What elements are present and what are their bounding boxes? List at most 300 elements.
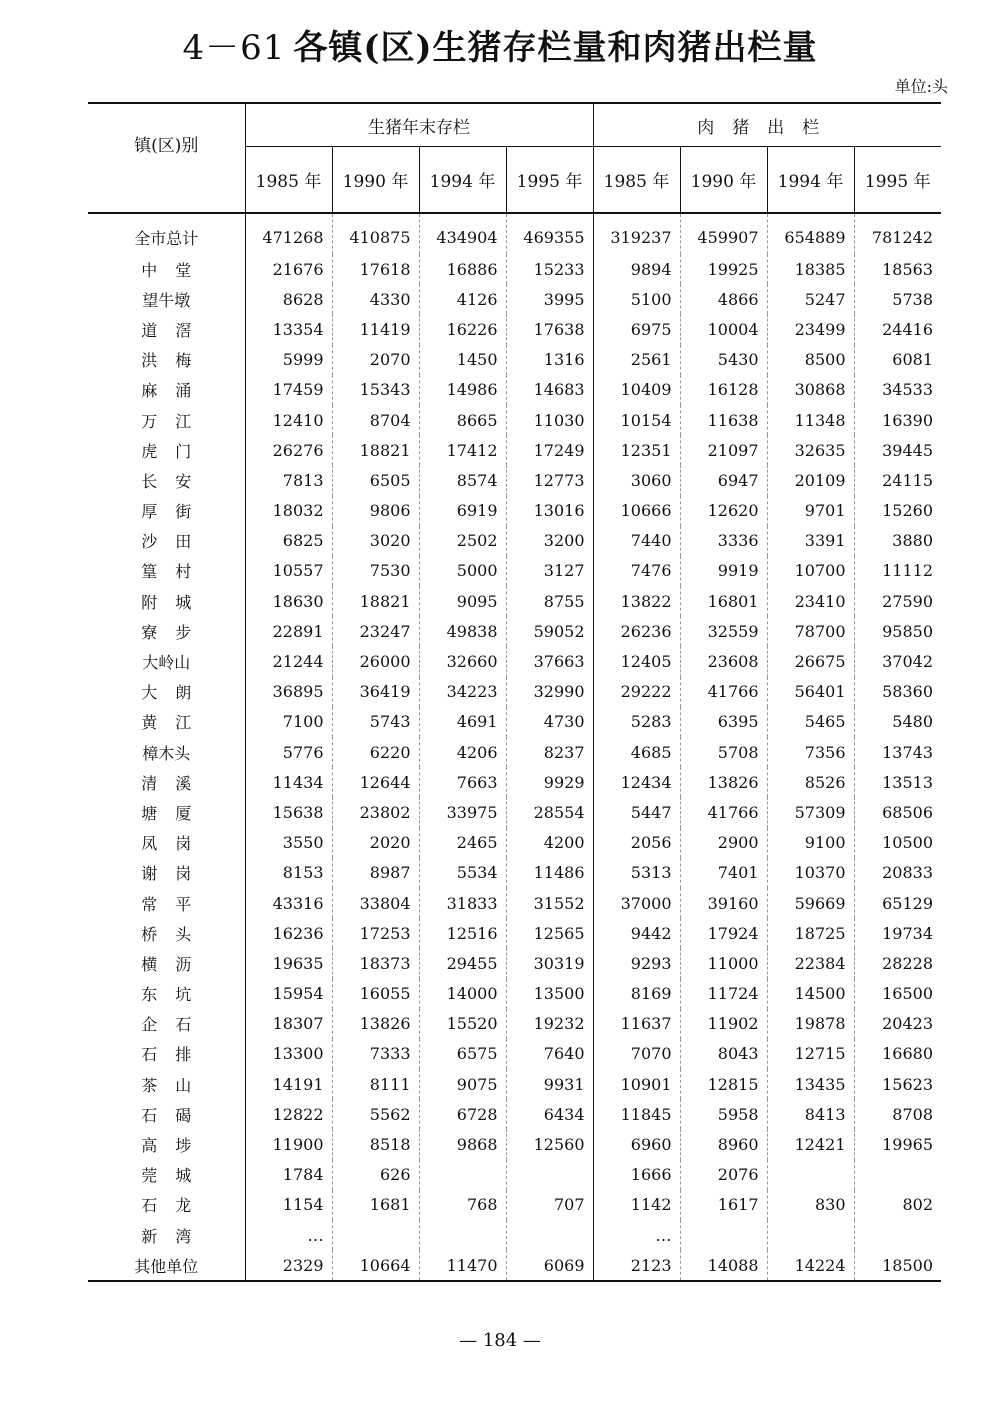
table-row: [88, 314, 941, 344]
value-cell: 9100: [767, 828, 854, 858]
unit-label: 单位:头: [894, 77, 948, 96]
table-row: [88, 858, 941, 888]
value-cell: 3995: [506, 284, 593, 314]
group-header-slaughter: [593, 103, 941, 147]
value-cell: 9075: [419, 1069, 506, 1099]
value-cell: 11900: [245, 1129, 332, 1159]
value-cell: [767, 1160, 854, 1190]
year-header: 1995 年: [506, 147, 593, 214]
value-cell: [680, 1220, 767, 1250]
value-cell: 5430: [680, 345, 767, 375]
year-header: 1995 年: [864, 172, 931, 192]
value-cell: 18821: [332, 586, 419, 616]
value-cell: 8755: [506, 586, 593, 616]
value-cell: 17924: [680, 918, 767, 948]
town-name-text: 新湾: [141, 1226, 210, 1246]
value-cell: 7663: [419, 767, 506, 797]
town-name-text: 石碣: [141, 1105, 210, 1125]
value-cell: 6081: [892, 350, 933, 370]
value-cell: 59669: [767, 888, 854, 918]
table-row: [88, 1250, 941, 1281]
value-cell: 34533: [882, 380, 933, 400]
value-cell: 459907: [680, 213, 767, 254]
value-cell: 12410: [245, 405, 332, 435]
value-cell: …: [245, 1220, 332, 1250]
town-name: [88, 435, 245, 465]
value-cell: 5283: [593, 707, 680, 737]
value-cell: 16226: [419, 314, 506, 344]
value-cell: 1154: [245, 1190, 332, 1220]
value-cell: 95850: [882, 621, 933, 641]
value-cell: 6960: [593, 1129, 680, 1159]
value-cell: 10901: [593, 1069, 680, 1099]
value-cell: 32990: [506, 677, 593, 707]
town-name: [88, 858, 245, 888]
value-cell: 21244: [245, 646, 332, 676]
value-cell: 12421: [767, 1129, 854, 1159]
value-cell: 7476: [593, 556, 680, 586]
town-name-text: 大朗: [141, 683, 210, 703]
town-name-text: 莞城: [141, 1166, 210, 1186]
value-cell: 14986: [419, 375, 506, 405]
value-cell: 5447: [593, 797, 680, 827]
town-name: [88, 828, 245, 858]
value-cell: 1617: [680, 1190, 767, 1220]
town-name-text: 凤岗: [141, 834, 210, 854]
table-row: [88, 345, 941, 375]
value-cell: 654889: [767, 213, 854, 254]
table-row: [88, 1190, 941, 1220]
value-cell: 6919: [419, 496, 506, 526]
value-cell: 3391: [767, 526, 854, 556]
value-cell: 6825: [245, 526, 332, 556]
town-name: [88, 1190, 245, 1220]
town-name-text: 厚街: [141, 502, 210, 522]
value-cell: [332, 1220, 419, 1250]
value-cell: [767, 1220, 854, 1250]
town-name-text: 大岭山: [142, 653, 191, 673]
value-cell: 13513: [882, 772, 933, 792]
value-cell: 43316: [245, 888, 332, 918]
value-cell: 8628: [245, 284, 332, 314]
table-row: [88, 496, 941, 526]
value-cell: 12822: [245, 1099, 332, 1129]
town-name: [88, 1069, 245, 1099]
town-name-text: 其他单位: [134, 1256, 199, 1276]
town-name: [88, 345, 245, 375]
value-cell: 23802: [332, 797, 419, 827]
value-cell: 707: [506, 1190, 593, 1220]
value-cell: 13500: [506, 979, 593, 1009]
value-cell: 16886: [419, 254, 506, 284]
value-cell: 8413: [767, 1099, 854, 1129]
value-cell: 6505: [332, 465, 419, 495]
value-cell: 19734: [882, 923, 933, 943]
value-cell: 34223: [419, 677, 506, 707]
value-cell: 11845: [593, 1099, 680, 1129]
town-name: [88, 465, 245, 495]
town-name-text: 道滘: [141, 320, 210, 340]
table-row: [88, 465, 941, 495]
value-cell: 11724: [680, 979, 767, 1009]
value-cell: 18630: [245, 586, 332, 616]
town-name-text: 寮步: [141, 622, 210, 642]
value-cell: 802: [902, 1195, 933, 1215]
value-cell: 12351: [593, 435, 680, 465]
value-cell: 49838: [419, 616, 506, 646]
value-cell: 7100: [245, 707, 332, 737]
table-row: [88, 375, 941, 405]
value-cell: 68506: [882, 802, 933, 822]
value-cell: 26000: [332, 646, 419, 676]
value-cell: 4206: [419, 737, 506, 767]
value-cell: 9919: [680, 556, 767, 586]
value-cell: 6395: [680, 707, 767, 737]
town-name: [88, 556, 245, 586]
value-cell: 4126: [419, 284, 506, 314]
value-cell: 3550: [245, 828, 332, 858]
value-cell: 32660: [419, 646, 506, 676]
value-cell: 78700: [767, 616, 854, 646]
value-cell: [854, 1220, 941, 1250]
total-row: [88, 213, 941, 254]
value-cell: 36419: [332, 677, 419, 707]
value-cell: 626: [332, 1160, 419, 1190]
value-cell: 17412: [419, 435, 506, 465]
year-header: 1990 年: [332, 147, 419, 214]
value-cell: 57309: [767, 797, 854, 827]
value-cell: 6975: [593, 314, 680, 344]
value-cell: 8704: [332, 405, 419, 435]
value-cell: 30319: [506, 948, 593, 978]
value-cell: 8111: [332, 1069, 419, 1099]
value-cell: 6728: [419, 1099, 506, 1129]
table-row: [88, 1129, 941, 1159]
town-name-text: 洪梅: [141, 351, 210, 371]
value-cell: 17618: [332, 254, 419, 284]
table-row: [88, 797, 941, 827]
value-cell: 5999: [245, 345, 332, 375]
value-cell: 17459: [245, 375, 332, 405]
value-cell: 9701: [767, 496, 854, 526]
value-cell: 16055: [332, 979, 419, 1009]
value-cell: 4866: [680, 284, 767, 314]
value-cell: 8665: [419, 405, 506, 435]
value-cell: 11112: [882, 561, 933, 581]
town-name-text: 沙田: [141, 532, 210, 552]
value-cell: 28228: [882, 953, 933, 973]
value-cell: 8526: [767, 767, 854, 797]
town-name: [88, 1129, 245, 1159]
value-cell: 5776: [245, 737, 332, 767]
table-row: [88, 888, 941, 918]
value-cell: 18032: [245, 496, 332, 526]
town-name: [88, 284, 245, 314]
value-cell: 8987: [332, 858, 419, 888]
town-name-text: 企石: [141, 1015, 210, 1035]
value-cell: 14224: [767, 1250, 854, 1281]
value-cell: 2561: [593, 345, 680, 375]
value-cell: 8708: [892, 1104, 933, 1124]
value-cell: 9095: [419, 586, 506, 616]
table-row: [88, 1099, 941, 1129]
value-cell: 24416: [882, 319, 933, 339]
table-row: [88, 707, 941, 737]
value-cell: 12565: [506, 918, 593, 948]
town-name-text: 谢岗: [141, 864, 210, 884]
value-cell: 15233: [506, 254, 593, 284]
table-row: [88, 1220, 941, 1250]
value-cell: 4685: [593, 737, 680, 767]
town-name: [88, 1099, 245, 1129]
table-row: [88, 254, 941, 284]
value-cell: 5313: [593, 858, 680, 888]
value-cell: 469355: [506, 213, 593, 254]
table-row: [88, 284, 941, 314]
value-cell: 5958: [680, 1099, 767, 1129]
value-cell: 11470: [419, 1250, 506, 1281]
value-cell: 13826: [680, 767, 767, 797]
value-cell: 18307: [245, 1009, 332, 1039]
town-name-text: 桥头: [141, 924, 210, 944]
value-cell: 12516: [419, 918, 506, 948]
value-cell: 5738: [892, 289, 933, 309]
value-cell: 1316: [506, 345, 593, 375]
value-cell: 830: [767, 1190, 854, 1220]
value-cell: 13826: [332, 1009, 419, 1039]
value-cell: 39445: [882, 440, 933, 460]
town-name: [88, 707, 245, 737]
value-cell: 15623: [882, 1074, 933, 1094]
table-row: [88, 828, 941, 858]
town-name-text: 茶山: [141, 1075, 210, 1095]
value-cell: 8574: [419, 465, 506, 495]
value-cell: 781242: [871, 227, 933, 247]
value-cell: 13300: [245, 1039, 332, 1069]
town-name: [88, 677, 245, 707]
value-cell: 16500: [882, 984, 933, 1004]
value-cell: 3127: [506, 556, 593, 586]
value-cell: 319237: [593, 213, 680, 254]
value-cell: 13354: [245, 314, 332, 344]
value-cell: 33975: [419, 797, 506, 827]
value-cell: 11902: [680, 1009, 767, 1039]
table-row: [88, 586, 941, 616]
value-cell: 30868: [767, 375, 854, 405]
value-cell: [419, 1160, 506, 1190]
value-cell: 23499: [767, 314, 854, 344]
value-cell: 1142: [593, 1190, 680, 1220]
value-cell: 13016: [506, 496, 593, 526]
value-cell: 3336: [680, 526, 767, 556]
value-cell: 16801: [680, 586, 767, 616]
value-cell: 7401: [680, 858, 767, 888]
value-cell: 6575: [419, 1039, 506, 1069]
town-name-text: 篁村: [141, 562, 210, 582]
value-cell: 3880: [892, 531, 933, 551]
value-cell: 23410: [767, 586, 854, 616]
value-cell: 32559: [680, 616, 767, 646]
town-name-text: 长安: [141, 471, 210, 491]
value-cell: 15260: [882, 501, 933, 521]
value-cell: 2502: [419, 526, 506, 556]
value-cell: 19925: [680, 254, 767, 284]
value-cell: 37000: [593, 888, 680, 918]
value-cell: 471268: [245, 213, 332, 254]
table-number: 4－61: [182, 28, 286, 68]
group-header-slaughter-text: 肉猪出栏: [697, 117, 838, 138]
value-cell: 18563: [882, 259, 933, 279]
table-row: [88, 767, 941, 797]
value-cell: 5465: [767, 707, 854, 737]
town-name: [88, 1009, 245, 1039]
value-cell: 28554: [506, 797, 593, 827]
value-cell: 9931: [506, 1069, 593, 1099]
town-name-text: 石龙: [141, 1196, 210, 1216]
town-name-text: 石排: [141, 1045, 210, 1065]
value-cell: 1666: [593, 1160, 680, 1190]
value-cell: 2329: [245, 1250, 332, 1281]
town-name-text: 中堂: [141, 260, 210, 280]
town-name-text: 万江: [141, 411, 210, 431]
town-name: [88, 1250, 245, 1281]
value-cell: 12815: [680, 1069, 767, 1099]
value-cell: 434904: [419, 213, 506, 254]
town-name: [88, 767, 245, 797]
value-cell: 1681: [332, 1190, 419, 1220]
town-name: [88, 918, 245, 948]
value-cell: 37663: [506, 646, 593, 676]
town-name-text: 横沥: [141, 954, 210, 974]
table-header: [88, 103, 941, 213]
value-cell: 65129: [882, 893, 933, 913]
value-cell: 21097: [680, 435, 767, 465]
town-name: [88, 314, 245, 344]
value-cell: 5562: [332, 1099, 419, 1129]
value-cell: 7356: [767, 737, 854, 767]
value-cell: 9806: [332, 496, 419, 526]
value-cell: 27590: [882, 591, 933, 611]
town-name-text: 东坑: [141, 985, 210, 1005]
table-row: [88, 435, 941, 465]
value-cell: 3060: [593, 465, 680, 495]
value-cell: 5480: [892, 712, 933, 732]
value-cell: 39160: [680, 888, 767, 918]
value-cell: 17253: [332, 918, 419, 948]
table-row: [88, 405, 941, 435]
value-cell: 13435: [767, 1069, 854, 1099]
value-cell: 9929: [506, 767, 593, 797]
value-cell: 14191: [245, 1069, 332, 1099]
value-cell: 16236: [245, 918, 332, 948]
value-cell: [506, 1160, 593, 1190]
value-cell: 5708: [680, 737, 767, 767]
value-cell: 19965: [882, 1135, 933, 1155]
page-number: — 184 —: [459, 1330, 541, 1351]
value-cell: 22384: [767, 948, 854, 978]
value-cell: 2070: [332, 345, 419, 375]
value-cell: 15638: [245, 797, 332, 827]
value-cell: 9894: [593, 254, 680, 284]
town-name: [88, 1220, 245, 1250]
value-cell: 14000: [419, 979, 506, 1009]
value-cell: 26236: [593, 616, 680, 646]
value-cell: 4691: [419, 707, 506, 737]
value-cell: 2056: [593, 828, 680, 858]
value-cell: 15520: [419, 1009, 506, 1039]
town-name-text: 全市总计: [134, 228, 199, 248]
value-cell: 29455: [419, 948, 506, 978]
table-row: [88, 948, 941, 978]
value-cell: 11638: [680, 405, 767, 435]
town-name: [88, 737, 245, 767]
town-name-text: 塘厦: [141, 803, 210, 823]
table-row: [88, 526, 941, 556]
value-cell: 10700: [767, 556, 854, 586]
value-cell: 59052: [506, 616, 593, 646]
town-name: [88, 496, 245, 526]
value-cell: 18385: [767, 254, 854, 284]
value-cell: 18373: [332, 948, 419, 978]
value-cell: 12560: [506, 1129, 593, 1159]
town-name: [88, 888, 245, 918]
value-cell: 2076: [680, 1160, 767, 1190]
value-cell: 5100: [593, 284, 680, 314]
year-header: 1994 年: [419, 147, 506, 214]
value-cell: 2900: [680, 828, 767, 858]
value-cell: 15954: [245, 979, 332, 1009]
value-cell: 58360: [882, 682, 933, 702]
town-name: [88, 1160, 245, 1190]
value-cell: 11419: [332, 314, 419, 344]
value-cell: 7333: [332, 1039, 419, 1069]
town-name-text: 黄江: [141, 713, 210, 733]
value-cell: 17249: [506, 435, 593, 465]
value-cell: 26276: [245, 435, 332, 465]
town-name-text: 清溪: [141, 773, 210, 793]
value-cell: 10370: [767, 858, 854, 888]
town-name: [88, 948, 245, 978]
value-cell: 41766: [680, 797, 767, 827]
value-cell: 33804: [332, 888, 419, 918]
value-cell: 6434: [506, 1099, 593, 1129]
value-cell: 23247: [332, 616, 419, 646]
table-row: [88, 646, 941, 676]
value-cell: 19635: [245, 948, 332, 978]
value-cell: 12773: [506, 465, 593, 495]
value-cell: 11348: [767, 405, 854, 435]
value-cell: 17638: [506, 314, 593, 344]
value-cell: 20423: [882, 1014, 933, 1034]
value-cell: 1450: [419, 345, 506, 375]
value-cell: 4730: [506, 707, 593, 737]
value-cell: 7440: [593, 526, 680, 556]
value-cell: 1784: [245, 1160, 332, 1190]
data-table: [88, 102, 941, 1282]
value-cell: 2020: [332, 828, 419, 858]
value-cell: 10500: [882, 833, 933, 853]
table-title-text: 各镇(区)生猪存栏量和肉猪出栏量: [293, 28, 818, 68]
town-name: [88, 646, 245, 676]
year-header: 1990 年: [680, 147, 767, 214]
town-name: [88, 405, 245, 435]
town-name-text: 望牛墩: [142, 290, 191, 310]
value-cell: 10557: [245, 556, 332, 586]
year-header: 1985 年: [245, 147, 332, 214]
value-cell: 16128: [680, 375, 767, 405]
value-cell: 14500: [767, 979, 854, 1009]
value-cell: 7640: [506, 1039, 593, 1069]
